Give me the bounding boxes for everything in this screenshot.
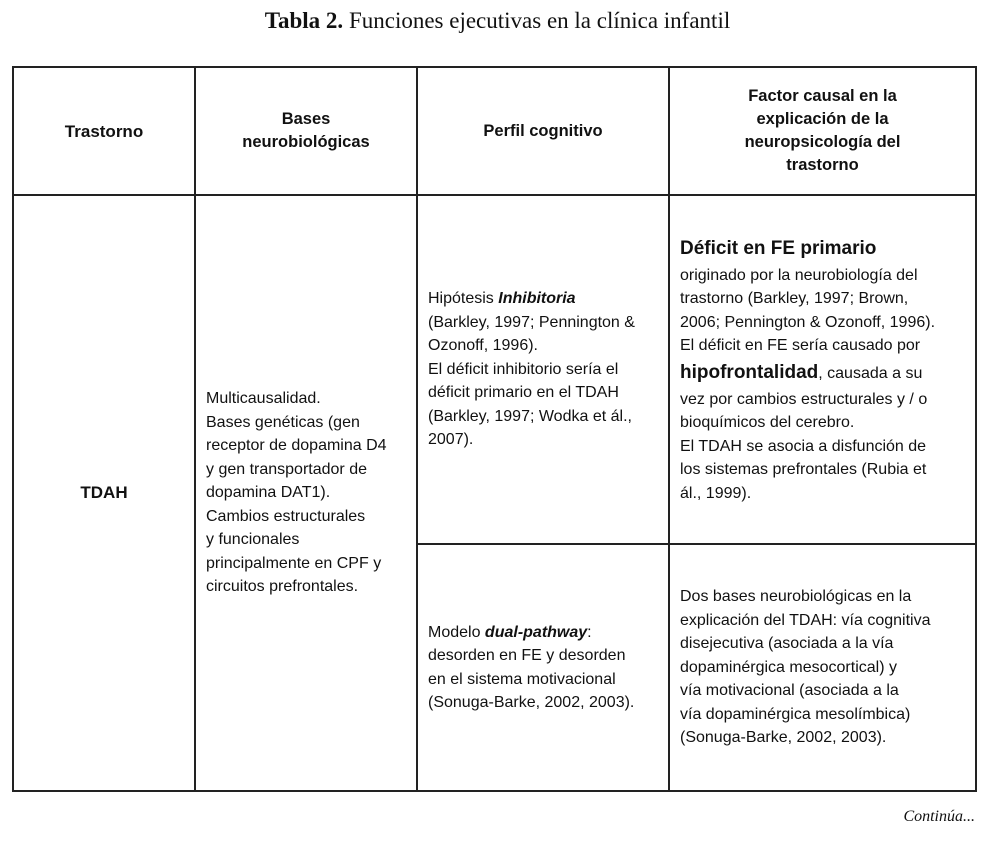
header-line: Trastorno [64,121,144,141]
text-segment: desorden en FE y desorden [428,647,626,664]
bases-cell [195,195,417,791]
text-line [680,679,965,703]
text-segment: déficit primario en el TDAH [428,384,619,402]
table-caption: Funciones ejecutivas en la clínica infantil [343,8,731,33]
executive-functions-table [12,66,977,792]
header-line: Bases [281,110,331,128]
text-segment: El déficit en FE sería causado por [680,337,921,355]
text-line [680,287,965,311]
text-segment: receptor de dopamina D4 [206,437,387,455]
text-segment: circuitos prefrontales. [206,578,359,596]
header-line: trastorno [786,156,859,174]
factor-cell-dual-bases [669,544,976,791]
text-segment: vez por cambios estructurales y / o [680,390,928,408]
text-segment: dopamina DAT1). [206,484,331,502]
text-segment: Multicausalidad. [206,390,321,408]
header-trastorno [13,67,195,195]
text-line [206,458,406,482]
text-line [428,668,658,692]
text-segment: Bases genéticas (gen [206,413,360,431]
header-line: Factor causal en la [748,87,897,105]
text-line [206,552,406,576]
text-segment: 2007). [428,431,474,449]
continued-note: Continúa... [903,808,975,825]
text-line [680,609,965,633]
text-line [206,505,406,529]
text-segment: , causada a su [818,364,923,382]
text-line [680,585,965,609]
text-segment: explicación del TDAH: vía cognitiva [680,611,931,629]
profile-cell-inhibitory [417,195,669,544]
text-line [428,334,658,358]
text-line [428,287,658,311]
text-line [680,234,965,264]
disorder-cell: TDAH [13,195,195,791]
text-line [206,434,406,458]
text-line [206,481,406,505]
text-line [206,528,406,552]
header-factor [669,67,976,195]
text-line [680,726,965,750]
header-bases [195,67,417,195]
text-segment: bioquímicos del cerebro. [680,414,855,432]
text-segment: El TDAH se asocia a disfunción de [680,437,927,455]
text-segment: en el sistema motivacional [428,670,616,688]
text-line [680,458,965,482]
text-segment: originado por la neurobiología del [680,266,918,284]
factor-cell-primary [669,195,976,544]
text-line [428,381,658,405]
text-segment: trastorno (Barkley, 1997; Brown, [680,290,909,308]
text-segment: vía motivacional (asociada a la [680,682,899,700]
text-line [206,387,406,411]
text-line [680,482,965,506]
text-segment: (Barkley, 1997; Wodka et ál., [428,407,632,425]
text-line [680,388,965,412]
header-line: explicación de la [756,110,889,128]
text-segment: 2006; Pennington & Ozonoff, 1996). [680,313,936,331]
text-line [206,575,406,599]
text-line [428,358,658,382]
table-title [0,8,995,34]
text-segment: y gen transportador de [206,460,367,478]
text-segment: principalmente en CPF y [206,554,382,572]
text-line [680,435,965,459]
text-line [680,703,965,727]
text-line [680,358,965,388]
text-segment: Cambios estructurales [206,507,366,525]
text-line [680,264,965,288]
text-line [680,411,965,435]
text-segment: (Barkley, 1997; Pennington & [428,313,635,331]
text-line [206,411,406,435]
text-segment: : [587,623,592,641]
text-line [428,405,658,429]
text-segment: vía dopaminérgica mesolímbica) [680,705,911,723]
text-line [428,691,658,715]
text-segment: (Sonuga-Barke, 2002, 2003). [428,694,635,711]
text-line [428,428,658,452]
text-segment: y funcionales [206,531,300,549]
text-segment: Modelo [428,623,485,641]
text-line [680,632,965,656]
text-segment: los sistemas prefrontales (Rubia et [680,461,927,479]
header-perfil [417,67,669,195]
bold-term: Déficit en FE primario [680,237,877,259]
text-segment: El déficit inhibitorio sería el [428,360,619,378]
text-line [428,621,658,645]
text-line [428,311,658,335]
text-segment: (Sonuga-Barke, 2002, 2003). [680,729,887,747]
italic-term: dual-pathway [484,623,588,641]
text-line [680,656,965,680]
text-segment: Hipótesis [428,290,499,308]
table-row [13,195,976,544]
italic-term: Inhibitoria [498,290,576,308]
bold-term: hipofrontalidad [680,361,819,383]
header-line: neurobiológicas [242,133,370,151]
text-segment: disejecutiva (asociada a la vía [680,635,894,653]
text-line [428,644,658,668]
text-segment: ál., 1999). [680,484,752,502]
text-line [680,311,965,335]
text-line [680,334,965,358]
text-segment: Ozonoff, 1996). [428,337,538,355]
table-number: Tabla 2. [264,8,344,33]
profile-cell-dual-pathway [417,544,669,791]
text-segment: dopaminérgica mesocortical) y [680,658,897,676]
text-segment: Dos bases neurobiológicas en la [680,588,912,606]
header-row [13,67,976,195]
header-line: neuropsicología del [744,133,901,151]
header-line: Perfil cognitivo [483,121,603,140]
